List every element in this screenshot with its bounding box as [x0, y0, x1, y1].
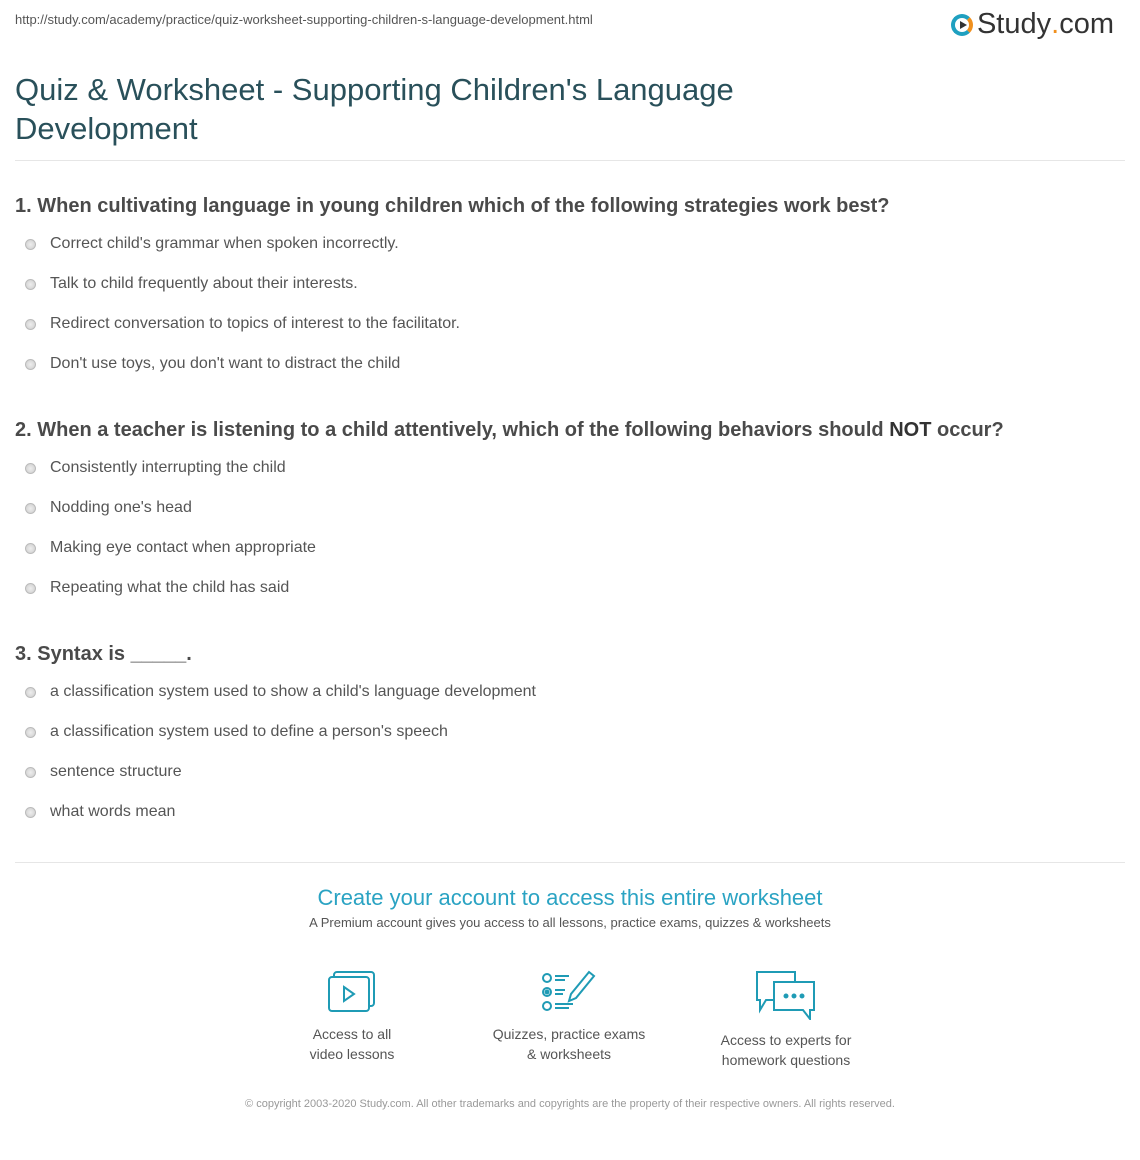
page-title: Quiz & Worksheet - Supporting Children's Language Development [15, 72, 734, 146]
copyright: © copyright 2003-2020 Study.com. All other trademarks and copyrights are the property of their respective owners. All rights reserved. [245, 1098, 895, 1110]
divider [15, 862, 1125, 863]
feature-video: Access to all video lessons [252, 970, 452, 1064]
feature-quizzes: Quizzes, practice exams & worksheets [469, 970, 669, 1064]
option[interactable]: Don't use toys, you don't want to distract the child [15, 344, 890, 384]
video-lessons-icon [327, 970, 377, 1014]
radio-icon[interactable] [25, 239, 36, 250]
radio-icon[interactable] [25, 767, 36, 778]
quiz-checklist-icon [541, 970, 597, 1014]
cta-subtitle: A Premium account gives you access to all lessons, practice exams, quizzes & worksheets [309, 915, 831, 930]
option[interactable]: sentence structure [15, 752, 536, 792]
radio-icon[interactable] [25, 503, 36, 514]
option[interactable]: Nodding one's head [15, 488, 1004, 528]
option[interactable]: a classification system used to show a child's language development [15, 672, 536, 712]
option[interactable]: a classification system used to define a person's speech [15, 712, 536, 752]
option[interactable]: Making eye contact when appropriate [15, 528, 1004, 568]
question-2 [15, 418, 1004, 608]
radio-icon[interactable] [25, 319, 36, 330]
question-text: 2. When a teacher is listening to a child attentively, which of the following behaviors should NOT occur? [15, 419, 1004, 441]
chat-bubbles-icon [754, 970, 818, 1020]
signup-cta [0, 885, 1140, 930]
radio-icon[interactable] [25, 687, 36, 698]
option[interactable]: Correct child's grammar when spoken incorrectly. [15, 224, 890, 264]
page-url: http://study.com/academy/practice/quiz-worksheet-supporting-children-s-language-development.html [15, 12, 593, 27]
question-text: 3. Syntax is _____. [15, 643, 192, 665]
study-logo[interactable]: Study . com [951, 8, 1114, 41]
option[interactable]: what words mean [15, 792, 536, 832]
feature-experts: Access to experts for homework questions [686, 970, 886, 1070]
question-3 [15, 642, 536, 832]
radio-icon[interactable] [25, 359, 36, 370]
option[interactable]: Redirect conversation to topics of interest to the facilitator. [15, 304, 890, 344]
question-1 [15, 194, 890, 384]
play-logo-icon [951, 14, 973, 36]
option[interactable]: Consistently interrupting the child [15, 448, 1004, 488]
radio-icon[interactable] [25, 727, 36, 738]
question-text: 1. When cultivating language in young children which of the following strategies work best? [15, 195, 890, 217]
create-account-link[interactable]: Create your account to access this entire worksheet [317, 885, 823, 910]
option[interactable]: Talk to child frequently about their interests. [15, 264, 890, 304]
radio-icon[interactable] [25, 543, 36, 554]
radio-icon[interactable] [25, 463, 36, 474]
radio-icon[interactable] [25, 807, 36, 818]
radio-icon[interactable] [25, 583, 36, 594]
option[interactable]: Repeating what the child has said [15, 568, 1004, 608]
divider [15, 160, 1125, 161]
radio-icon[interactable] [25, 279, 36, 290]
